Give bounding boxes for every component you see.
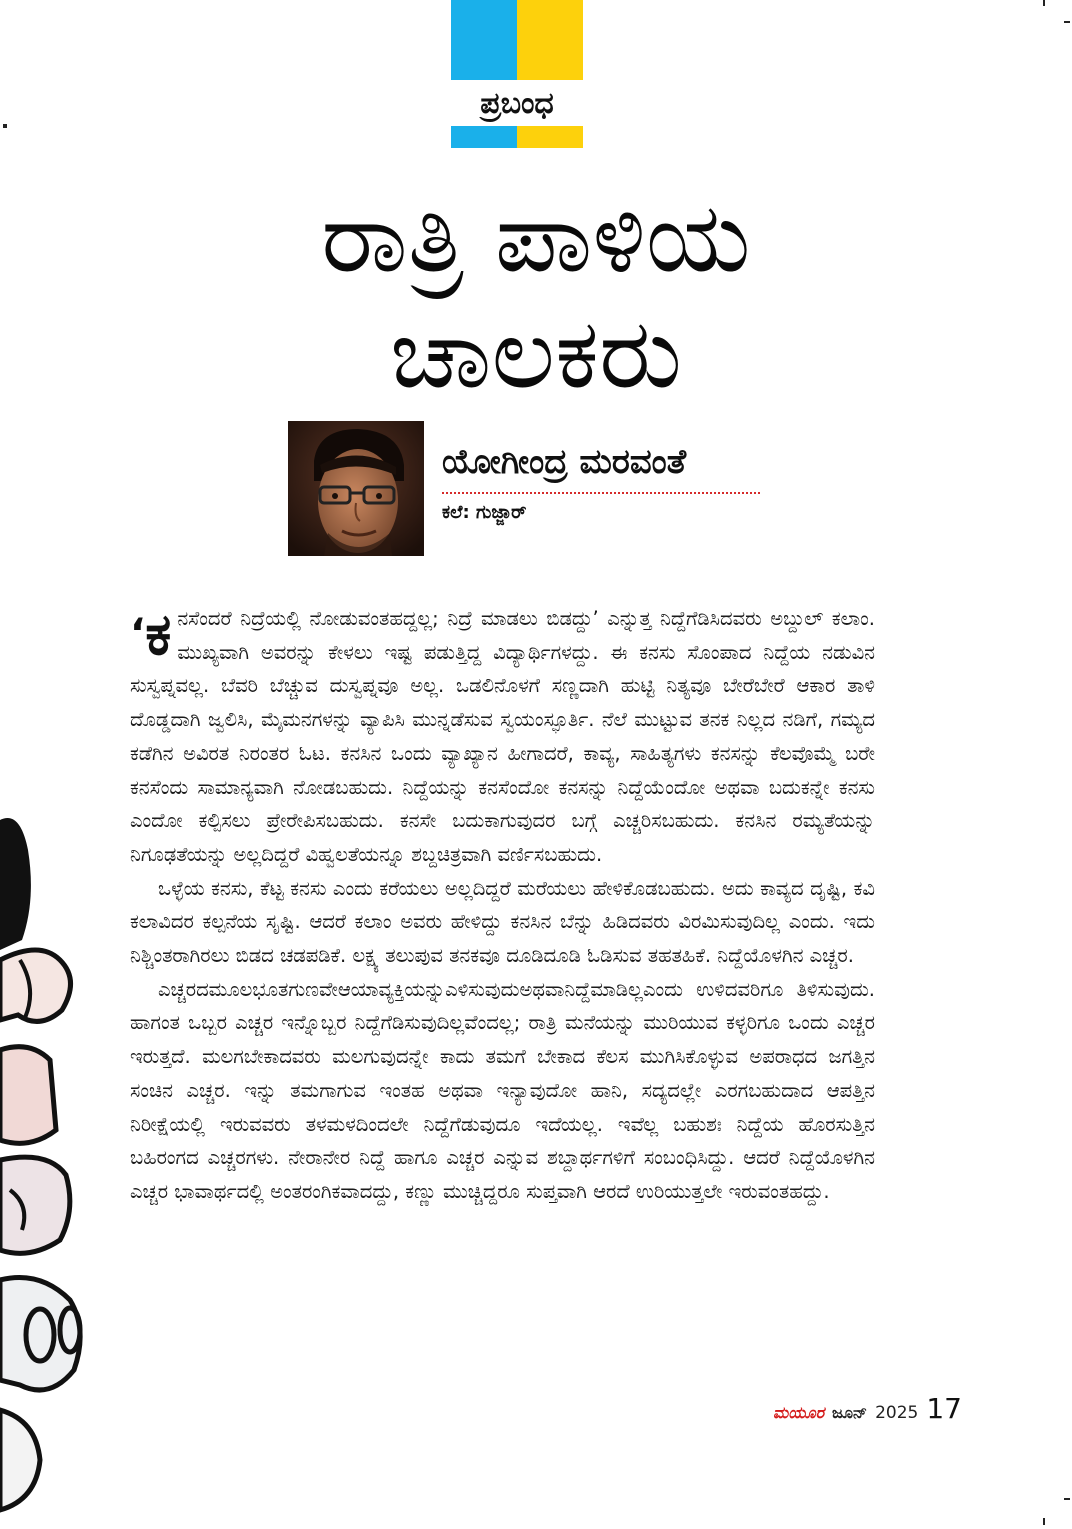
article-body (130, 602, 875, 1209)
crop-mark-right-upper (1064, 21, 1070, 23)
drop-cap: ‘ಕ (130, 600, 172, 668)
section-badge (451, 0, 583, 148)
headline-line-1: ರಾತ್ರಿ ಪಾಳಿಯ (321, 181, 751, 295)
badge-yellow-block (517, 0, 583, 80)
body-paragraph-2: ಒಳ್ಳೆಯ ಕನಸು, ಕೆಟ್ಟ ಕನಸು ಎಂದು ಕರೆಯಲು ಅಲ್ಲದಿದ್ದರೆ ಮರೆಯಲು ಹೇಳಿಕೊಡಬಹುದು. ಅದು ಕಾವ್ಯದ ದೃಷ್ಟಿ, ಕವಿ ಕಲಾವಿದರ ಕಲ್ಪನೆಯ ಸೃಷ್ಟಿ. ಆದರೆ ಕಲಾಂ ಅವರು ಹೇಳಿದ್ದು ಕನಸಿನ ಬೆನ್ನು ಹಿಡಿದವರು ವಿರಮಿಸುವುದಿಲ್ಲ ಎಂದು. ಇದು ನಿಶ್ಚಿಂತರಾಗಿರಲು ಬಿಡದ ಚಡಪಡಿಕೆ. ಲಕ್ಷ್ಯ ತಲುಪುವ ತನಕವೂ ದೂಡಿದೂಡಿ ಓಡಿಸುವ ತಹತಹಿಕೆ. ನಿದ್ದೆಯೊಳಗಿನ ಎಚ್ಚರ. (130, 876, 875, 968)
author-portrait-icon (288, 421, 424, 556)
issue-year: 2025 (875, 1403, 919, 1423)
illustrator-credit: ಕಲೆ: ಗುಜ್ಜಾರ್ (442, 502, 527, 523)
headline-line-2: ಚಾಲಕರು (389, 297, 683, 411)
body-paragraph-3: ಎಚ್ಚರದಮೂಲಭೂತಗುಣವೇಆಯಾವ್ಯಕ್ತಿಯನ್ನುಎಳಿಸುವುದುಅಥವಾನಿದ್ದೆಮಾಡಿಲ್ಲಎಂದು ಉಳಿದವರಿಗೂ ತಿಳಿಸುವುದು. ಹಾಗಂತ ಒಬ್ಬರ ಎಚ್ಚರ ಇನ್ನೊಬ್ಬರ ನಿದ್ದೆಗೆಡಿಸುವುದಿಲ್ಲವೆಂದಲ್ಲ; ರಾತ್ರಿ ಮನೆಯನ್ನು ಮುರಿಯುವ ಕಳ್ಳರಿಗೂ ಒಂದು ಎಚ್ಚರ ಇರುತ್ತದೆ. ಮಲಗಬೇಕಾದವರು ಮಲಗುವುದನ್ನೇ ಕಾದು ತಮಗೆ ಬೇಕಾದ ಕೆಲಸ ಮುಗಿಸಿಕೊಳ್ಳುವ ಅಪರಾಧದ ಜಗತ್ತಿನ ಸಂಚಿನ ಎಚ್ಚರ. ಇನ್ನು ತಮಗಾಗುವ ಇಂತಹ ಅಥವಾ ಇನ್ಯಾವುದೋ ಹಾನಿ, ಸದ್ಯದಲ್ಲೇ ಎರಗಬಹುದಾದ ಆಪತ್ತಿನ ನಿರೀಕ್ಷೆಯಲ್ಲಿ ಇರುವವರು ತಳಮಳದಿಂದಲೇ ನಿದ್ದೆಗೆಡುವುದೂ ಇದೆಯಲ್ಲ. ಇವೆಲ್ಲ ಬಹುಶಃ ನಿದ್ದೆಯ ಹೊರಸುತ್ತಿನ ಬಹಿರಂಗದ ಎಚ್ಚರಗಳು. ನೇರಾನೇರ ನಿದ್ದೆ ಹಾಗೂ ಎಚ್ಚರ ಎನ್ನುವ ಶಬ್ದಾರ್ಥಗಳಿಗೆ ಸಂಬಂಧಿಸಿದ್ದು. ಆದರೆ ನಿದ್ದೆಯೊಳಗಿನ ಎಚ್ಚರ ಭಾವಾರ್ಥದಲ್ಲಿ ಅಂತರಂಗಿಕವಾದದ್ದು, ಕಣ್ಣು ಮುಚ್ಚಿದ್ದರೂ ಸುಪ್ತವಾಗಿ ಆರದೆ ಉರಿಯುತ್ತಲೇ ಇರುವಂತಹದ್ದು. (130, 977, 875, 1203)
body-paragraph-1: ‘ಕ ನಸೆಂದರೆ ನಿದ್ರೆಯಲ್ಲಿ ನೋಡುವಂತಹದ್ದಲ್ಲ; ನಿದ್ರೆ ಮಾಡಲು ಬಿಡದ್ದು’ ಎನ್ನುತ್ತ ನಿದ್ದೆಗೆಡಿಸಿದವರು ಅಬ್ದುಲ್ ಕಲಾಂ. ಮುಖ್ಯವಾಗಿ ಅವರನ್ನು ಕೇಳಲು ಇಷ್ಟ ಪಡುತ್ತಿದ್ದ ವಿದ್ಯಾರ್ಥಿಗಳದ್ದು. ಈ ಕನಸು ಸೊಂಪಾದ ನಿದ್ದೆಯ ನಡುವಿನ ಸುಸ್ವಪ್ನವಲ್ಲ. ಬೆವರಿ ಬೆಚ್ಚುವ ದುಸ್ವಪ್ನವೂ ಅಲ್ಲ. ಒಡಲಿನೊಳಗೆ ಸಣ್ಣದಾಗಿ ಹುಟ್ಟಿ ನಿತ್ಯವೂ ಬೇರೆಬೇರೆ ಆಕಾರ ತಾಳಿ ದೊಡ್ಡದಾಗಿ ಜ್ವಲಿಸಿ, ಮೈಮನಗಳನ್ನು ವ್ಯಾಪಿಸಿ ಮುನ್ನಡೆಸುವ ಸ್ವಯಂಸ್ಫೂರ್ತಿ. ನೆಲೆ ಮುಟ್ಟುವ ತನಕ ನಿಲ್ಲದ ನಡಿಗೆ, ಗಮ್ಯದ ಕಡೆಗಿನ ಅವಿರತ ನಿರಂತರ ಓಟ. ಕನಸಿನ ಒಂದು ವ್ಯಾಖ್ಯಾನ ಹೀಗಾದರೆ, ಕಾವ್ಯ, ಸಾಹಿತ್ಯಗಳು ಕನಸನ್ನು ಕೆಲವೊಮ್ಮೆ ಬರೇ ಕನಸೆಂದು ಸಾಮಾನ್ಯವಾಗಿ ನೋಡಬಹುದು. ನಿದ್ದೆಯನ್ನು ಕನಸೆಂದೋ ಕನಸನ್ನು ನಿದ್ದೆಯೆಂದೋ ಅಥವಾ ಬದುಕನ್ನೇ ಕನಸು ಎಂದೋ ಕಲ್ಪಿಸಲು ಪ್ರೇರೇಪಿಸಬಹುದು. ಕನಸೇ ಬದುಕಾಗುವುದರ ಬಗ್ಗೆ ಎಚ್ಚರಿಸಬಹುದು. ಕನಸಿನ ರಮ್ಯತೆಯನ್ನು ನಿಗೂಢತೆಯನ್ನು ಅಲ್ಲದಿದ್ದರೆ ವಿಹ್ವಲತೆಯನ್ನೂ ಶಬ್ದಚಿತ್ರವಾಗಿ ವರ್ಣಿಸಬಹುದು. (130, 600, 875, 866)
page-number: 17 (926, 1392, 962, 1425)
crop-mark-bottom-right (1043, 1518, 1045, 1525)
author-divider (442, 492, 760, 494)
section-label: ಪ್ರಬಂಧ (480, 85, 554, 121)
badge-blue-block (451, 0, 517, 80)
crop-mark-right-lower (1064, 1498, 1070, 1500)
badge-blue-bar (451, 126, 517, 148)
article-headline (150, 180, 922, 412)
crop-mark-top-right (1043, 0, 1045, 6)
illustration-strip (0, 810, 95, 1525)
author-name: ಯೋಗೀಂದ್ರ ಮರವಂತೆ (442, 442, 687, 482)
badge-yellow-bar (517, 126, 583, 148)
cartoon-figure-icon (0, 810, 95, 1525)
page-footer (773, 1392, 962, 1425)
issue-month: ಜೂನ್ (832, 1403, 868, 1422)
magazine-brand: ಮಯೂರ (773, 1403, 825, 1422)
crop-mark-left (3, 124, 7, 128)
author-photo (288, 421, 424, 556)
